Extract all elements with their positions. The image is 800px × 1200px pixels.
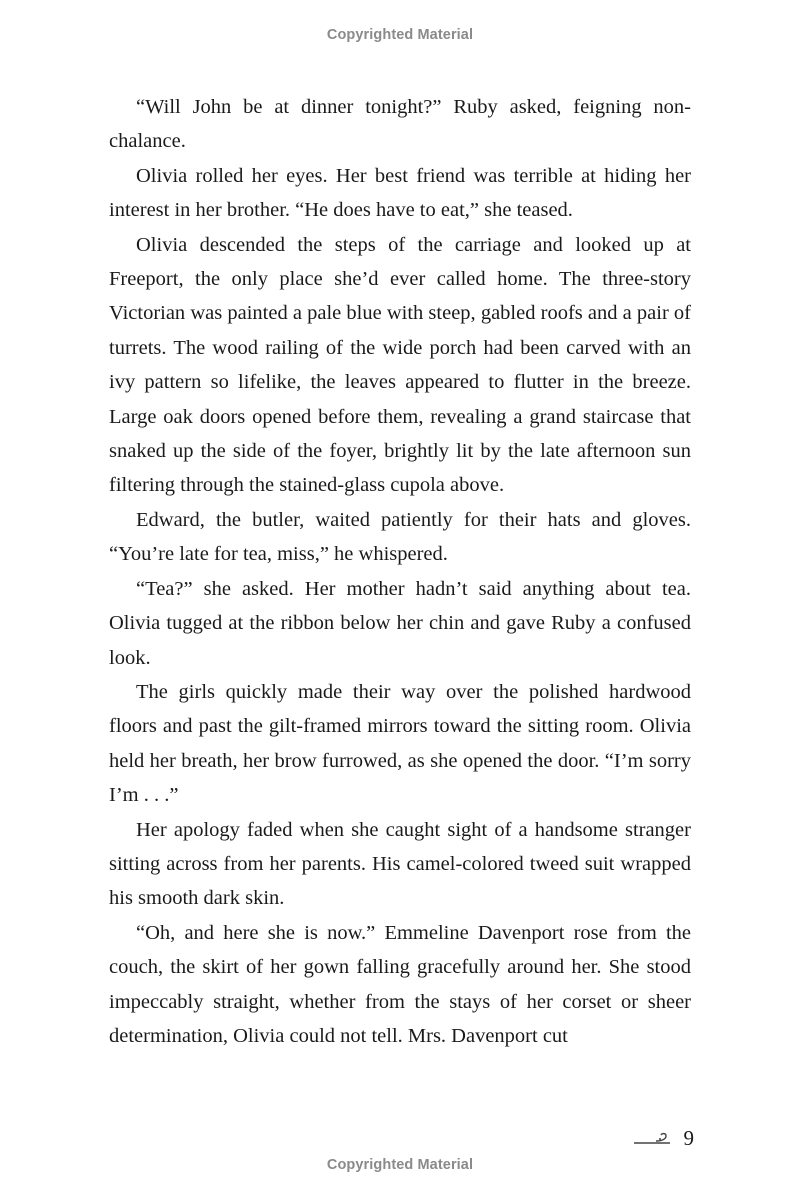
paragraph: Edward, the butler, waited patiently for their hats and gloves. “You’re late for tea, miss,” he whispered. (109, 508, 691, 566)
paragraph: “Oh, and here she is now.” Emmeline Davenport rose from the couch, the skirt of her gown falling gracefully around her. She stood impeccably straight, whether from the stays of her corset or sheer determination, Olivia could not tell. Mrs. Davenport cut (109, 921, 691, 1047)
copyright-watermark-top: Copyrighted Material (326, 27, 474, 43)
page-number: 9 (683, 1125, 694, 1150)
copyright-watermark-bottom: Copyrighted Material (326, 1157, 474, 1173)
paragraph: “Will John be at dinner tonight?” Ruby asked, feigning nonchalance. (109, 96, 691, 153)
paragraph: Olivia descended the steps of the carriage and looked up at Freeport, the only place she’d ever called home. The three-story Victorian was painted a pale blue with steep, gabled roofs and a pair of turrets. The wood railing of the wide porch had been carved with an ivy pattern so lifelike, the leaves appeared to flutter in the breeze. Large oak doors opened before them, revealing a grand staircase that snaked up the side of the foyer, brightly lit by the late afternoon sun filtering through the stained-glass cupola above. (109, 233, 691, 497)
swash-flourish-icon (632, 1130, 674, 1146)
paragraph: The girls quickly made their way over the polished hardwood floors and past the gilt-framed mirrors toward the sitting room. Olivia held her breath, her brow furrowed, as she opened the door. “I’m sorry I’m . . .” (109, 680, 691, 807)
paragraph: Her apology faded when she caught sight of a handsome stranger sitting across from her parents. His camel-colored tweed suit wrapped his smooth dark skin. (109, 818, 691, 910)
paragraph: “Tea?” she asked. Her mother hadn’t said anything about tea. Olivia tugged at the ribbon below her chin and gave Ruby a confused look. (109, 577, 691, 669)
page-body-text (109, 90, 691, 1053)
paragraph: Olivia rolled her eyes. Her best friend was terrible at hiding her interest in her brother. “He does have to eat,” she teased. (109, 164, 691, 222)
page-folio (628, 1123, 694, 1153)
